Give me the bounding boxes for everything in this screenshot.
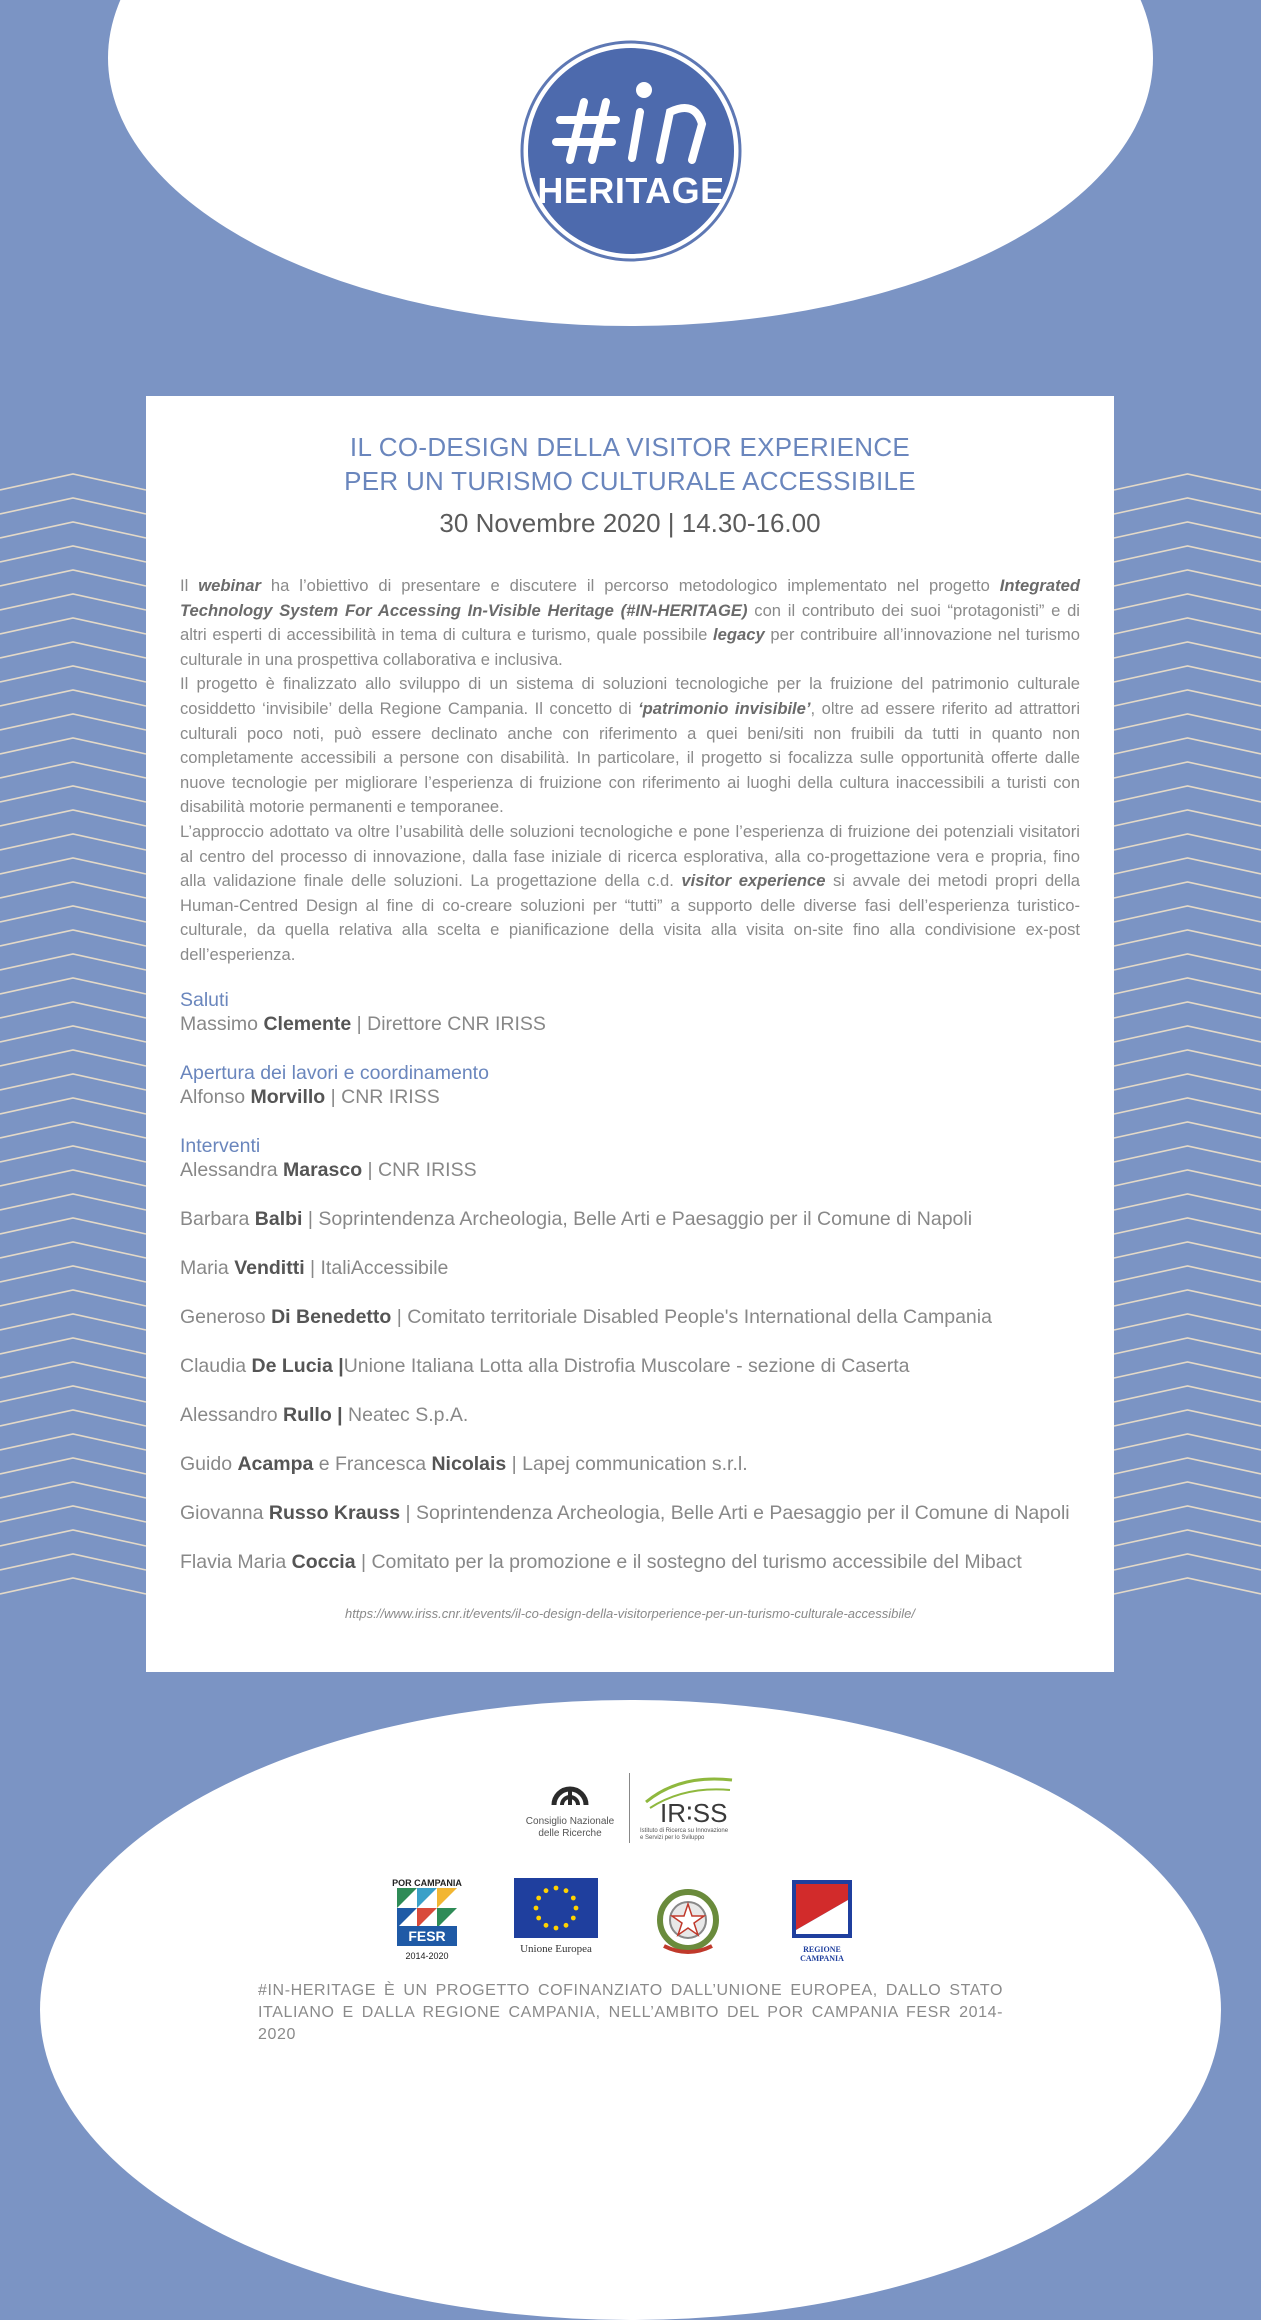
speaker-line: Maria Venditti | ItaliAccessibile bbox=[180, 1257, 449, 1279]
fesr-label: FESR bbox=[408, 1928, 446, 1944]
iriss-logo-text: IR∶SS bbox=[660, 1798, 728, 1828]
eu-flag-icon bbox=[514, 1878, 598, 1938]
section-heading: Interventi bbox=[180, 1135, 261, 1157]
eu-flag-logo bbox=[514, 1878, 598, 1955]
speaker-line: Generoso Di Benedetto | Comitato territoriale Disabled People's International della Campania bbox=[180, 1306, 992, 1328]
description-paragraph: L’approccio adottato va oltre l’usabilità delle soluzioni tecnologiche e pone l’esperienza di fruizione dei potenziali visitatori al centro del processo di innovazione, dalla fase iniziale di ricerca esplorativa, alla co-progettazione vera e propria, fino alla validazione finale delle soluzioni. La progettazione della c.d. visitor experience si avvale dei metodi propri della Human-Centred Design al fine di co-creare soluzioni per “tutti” a supporto delle diverse fasi dell’esperienza turistico-culturale, da quella relativa alla scelta e pianificazione della visita alla visita on-site fino alla condivisione ex-post dell’esperienza. bbox=[180, 821, 1080, 964]
speaker-line: Alessandra Marasco | CNR IRISS bbox=[180, 1159, 477, 1181]
iriss-emblem-icon bbox=[640, 1772, 740, 1828]
event-date-time: 30 Novembre 2020 | 14.30-16.00 bbox=[439, 508, 821, 538]
regione-campania-shield-icon bbox=[790, 1878, 854, 1940]
event-title-line1: IL CO-DESIGN DELLA VISITOR EXPERIENCE bbox=[349, 432, 911, 462]
partner-divider bbox=[629, 1773, 630, 1843]
italian-republic-emblem bbox=[654, 1886, 722, 1963]
por-label: POR CAMPANIA bbox=[392, 1878, 462, 1888]
logo-heritage-text: HERITAGE bbox=[537, 170, 725, 211]
description-paragraph: Il progetto è finalizzato allo sviluppo di un sistema di soluzioni tecnologiche per la fruizione del patrimonio culturale cosiddetto ‘invisibile’ della Regione Campania. Il concetto di ‘patrimonio invisibile’, oltre ad essere riferito ad attrattori culturali poco noti, può essere declinato anche con riferimento a quei beni/siti non fruibili da tutti in quanto non completamente accessibili a persone con disabilità. In particolare, il progetto si focalizza sulle opportunità offerte dalle nuove tecnologie per migliorare l’esperienza di fruizione con riferimento ai luoghi della cultura inaccessibili a turisti con disabilità motorie permanenti e temporanee. bbox=[180, 674, 1080, 817]
speaker-line: Guido Acampa e Francesca Nicolais | Lapej communication s.r.l. bbox=[180, 1453, 748, 1475]
speaker-line: Claudia De Lucia |Unione Italiana Lotta alla Distrofia Muscolare - sezione di Caserta bbox=[180, 1355, 910, 1377]
event-title-line2: PER UN TURISMO CULTURALE ACCESSIBILE bbox=[344, 466, 916, 496]
speaker-line: Giovanna Russo Krauss | Soprintendenza Archeologia, Belle Arti e Paesaggio per il Comune di Napoli bbox=[180, 1502, 1070, 1524]
event-description bbox=[180, 574, 1080, 968]
program-apertura bbox=[180, 1061, 1090, 1109]
logo-circle bbox=[520, 40, 742, 262]
iriss-caption bbox=[640, 1828, 740, 1842]
speaker-line: Flavia Maria Coccia | Comitato per la promozione e il sostegno del turismo accessibile del Mibact bbox=[180, 1551, 1022, 1573]
regione-campania-logo bbox=[786, 1878, 858, 1963]
footer-funding-note bbox=[258, 1980, 1003, 2046]
in-heritage-logo bbox=[520, 40, 742, 262]
event-card bbox=[146, 396, 1114, 1672]
iriss-caption-line1: Istituto di Ricerca su Innovazione bbox=[640, 1828, 729, 1834]
footer-line2: ITALIANO E DALLA REGIONE CAMPANIA, NELL’AMBITO DEL POR CAMPANIA FESR 2014-2020 bbox=[258, 2004, 1003, 2043]
section-heading: Apertura dei lavori e coordinamento bbox=[180, 1062, 489, 1084]
iriss-logo bbox=[640, 1772, 740, 1842]
event-url-link[interactable]: https://www.iriss.cnr.it/events/il-co-design-della-visitorperience-per-un-turismo-culturale-accessibile/ bbox=[344, 1606, 916, 1621]
speaker-line: Alessandro Rullo | Neatec S.p.A. bbox=[180, 1404, 469, 1426]
italian-emblem-icon bbox=[654, 1886, 722, 1958]
program-interventi bbox=[180, 1134, 1090, 1182]
cnr-emblem-icon bbox=[548, 1775, 592, 1811]
eu-caption: Unione Europea bbox=[520, 1943, 592, 1955]
por-campania-fesr-logo bbox=[392, 1878, 462, 1961]
speaker-line: Barbara Balbi | Soprintendenza Archeologia, Belle Arti e Paesaggio per il Comune di Napoli bbox=[180, 1208, 973, 1230]
description-paragraph: Il webinar ha l’obiettivo di presentare e discutere il percorso metodologico implementato nel progetto Integrated Technology System For Accessing In-Visible Heritage (#IN-HERITAGE) con il contributo dei suoi “protagonisti” e di altri esperti di accessibilità in tema di cultura e turismo, quale possibile legacy per contribuire all’innovazione nel turismo culturale in una prospettiva collaborativa e inclusiva. bbox=[180, 576, 1080, 669]
section-heading: Saluti bbox=[180, 989, 229, 1011]
cnr-logo bbox=[520, 1775, 620, 1840]
event-title bbox=[146, 430, 1114, 498]
fesr-years: 2014-2020 bbox=[405, 1951, 449, 1961]
iriss-caption-line2: e Servizi per lo Sviluppo bbox=[640, 1835, 705, 1841]
fesr-mosaic-icon bbox=[397, 1888, 457, 1946]
speaker-line: Massimo Clemente | Direttore CNR IRISS bbox=[180, 1013, 546, 1035]
program-saluti bbox=[180, 988, 1090, 1036]
speaker-line: Alfonso Morvillo | CNR IRISS bbox=[180, 1086, 440, 1108]
footer-line1: #IN-HERITAGE È UN PROGETTO COFINANZIATO DALL’UNIONE EUROPEA, DALLO STATO bbox=[258, 1982, 1003, 1999]
cnr-caption-line2: delle Ricerche bbox=[538, 1828, 602, 1839]
cnr-caption-line1: Consiglio Nazionale bbox=[525, 1816, 615, 1827]
regione-caption: REGIONE CAMPANIA bbox=[800, 1945, 844, 1963]
